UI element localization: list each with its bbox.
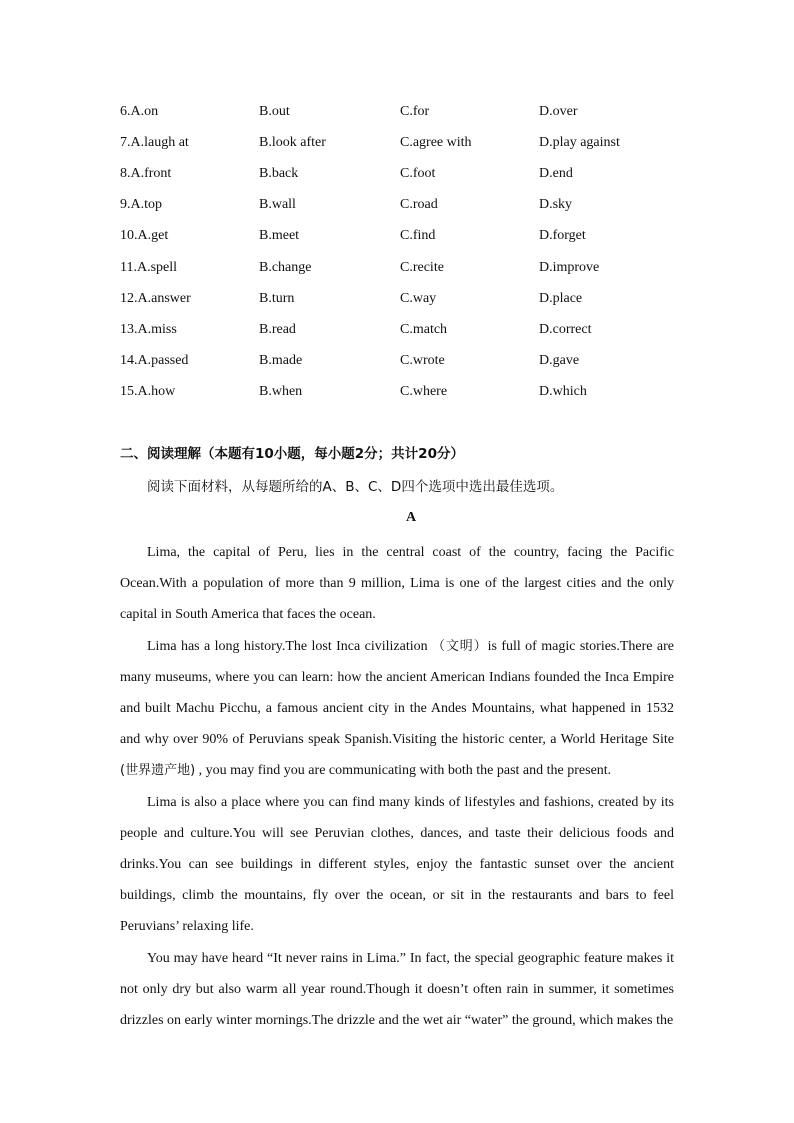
option-row-9 [120,194,680,216]
option-b: B.wall [259,197,296,212]
option-row-6 [120,101,680,123]
option-d: D.place [539,291,583,306]
option-a: 14.A.passed [120,353,189,368]
option-b: B.out [259,104,290,119]
option-a: 7.A.laugh at [120,135,189,150]
option-b: B.turn [259,291,295,306]
option-row-14 [120,350,680,372]
gloss-civilization: （文明） [432,638,488,654]
option-c: C.wrote [400,353,445,368]
option-c: C.recite [400,260,444,275]
option-row-12 [120,288,680,310]
option-d: D.correct [539,322,592,337]
option-d: D.forget [539,228,586,243]
option-d: D.over [539,104,578,119]
paragraph-4: You may have heard “It never rains in Lima.” In fact, the special geographic feature makes it not only dry but also warm all year round.Though it doesn’t often rain in summer, it sometimes drizzles on early winter mornings.The drizzle and the wet air “water” the ground, which makes the [120,950,674,1029]
option-a: 9.A.top [120,197,162,212]
paragraph-2-part-3: , you may find you are communicating with both the past and the present. [195,763,612,779]
option-a: 11.A.spell [120,260,178,275]
section-heading: 二、阅读理解（本题有10小题，每小题2分；共计20分） [120,446,464,462]
option-row-11 [120,257,680,279]
option-c: C.way [400,291,437,306]
option-c: C.where [400,384,448,399]
option-c: C.match [400,322,448,337]
paragraph-3: Lima is also a place where you can find many kinds of lifestyles and fashions, created by its people and culture.You will see Peruvian clothes, dances, and taste their delicious foods and drinks.You can see buildings in different styles, enjoy the fantastic sunset over the ancient buildings, climb the mountains, fly over the ocean, or sit in the restaurants and bars to feel Peruvians’ relaxing life. [120,794,674,935]
option-row-8 [120,163,680,185]
option-c: C.agree with [400,135,472,150]
passage-letter: A [405,510,417,525]
option-d: D.gave [539,353,580,368]
option-a: 8.A.front [120,166,172,181]
option-b: B.change [259,260,312,275]
option-d: D.which [539,384,587,399]
option-row-15 [120,381,680,403]
option-b: B.when [259,384,303,399]
option-c: C.road [400,197,438,212]
option-c: C.foot [400,166,436,181]
option-a: 15.A.how [120,384,176,399]
passage-body [120,537,674,1036]
option-b: B.meet [259,228,300,243]
option-a: 12.A.answer [120,291,191,306]
option-b: B.back [259,166,299,181]
option-c: C.for [400,104,430,119]
paragraph-2 [120,631,674,787]
section-instruction: 阅读下面材料，从每题所给的A、B、C、D四个选项中选出最佳选项。 [147,479,564,495]
option-row-13 [120,319,680,341]
option-b: B.look after [259,135,326,150]
paragraph-2-part-2: is full of magic stories.There are many museums, where you can learn: how the ancient American Indians founded the Inca Empire and built Machu Picchu, a famous ancient city in the Andes Mountains, what happened in 1532 and why over 90% of Peruvians speak Spanish.Visiting the historic center, a World Heritage Site [120,638,674,748]
option-c: C.find [400,228,436,243]
option-d: D.sky [539,197,573,212]
option-row-7 [120,132,680,154]
paragraph-1: Lima, the capital of Peru, lies in the central coast of the country, facing the Pacific Ocean.With a population of more than 9 million, Lima is one of the largest cities and the only capital in South America that faces the ocean. [120,545,674,623]
option-a: 6.A.on [120,104,159,119]
option-a: 13.A.miss [120,322,177,337]
option-b: B.made [259,353,303,368]
option-d: D.end [539,166,573,181]
gloss-world-heritage-site: (世界遗产地) [120,763,196,779]
option-b: B.read [259,322,296,337]
option-d: D.play against [539,135,620,150]
paragraph-2-part-1: Lima has a long history.The lost Inca civilization [147,638,433,654]
option-a: 10.A.get [120,228,169,243]
option-d: D.improve [539,260,600,275]
option-row-10 [120,225,680,247]
